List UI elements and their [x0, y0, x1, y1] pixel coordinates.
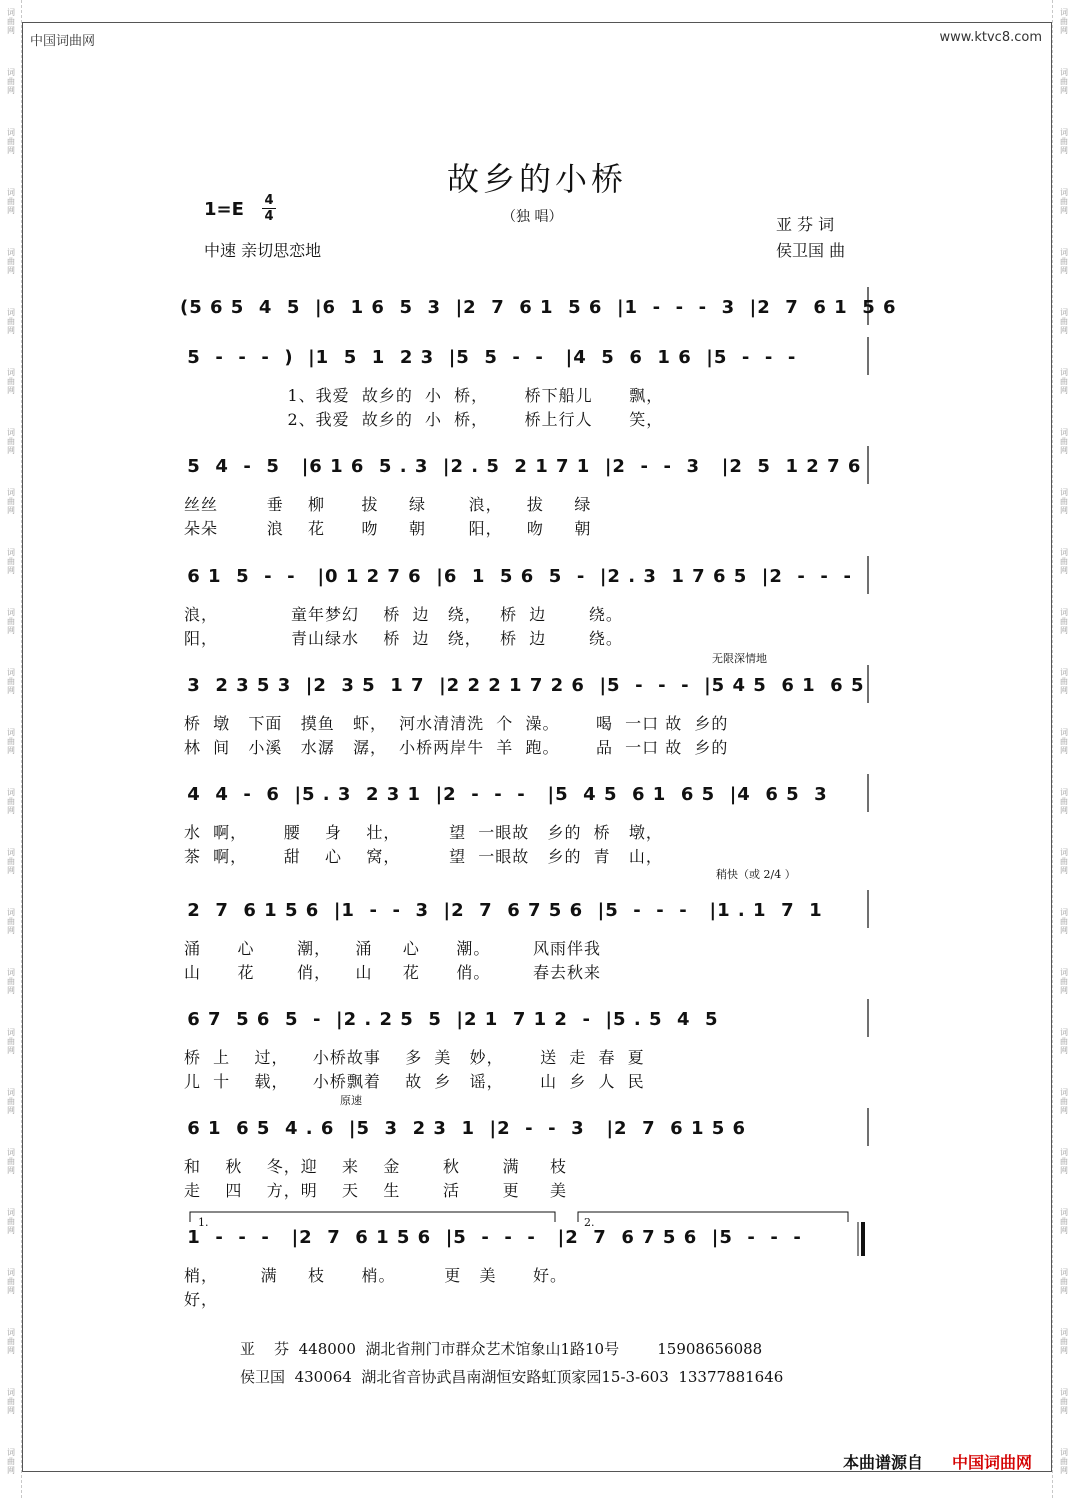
lyric-line: 2、我爱 故乡的 小 桥， 桥上行人 笑，: [184, 410, 664, 429]
watermark-text: 词 曲 网: [7, 788, 15, 815]
watermark-text: 词 曲 网: [1060, 1208, 1068, 1235]
watermark-text: 词 曲 网: [7, 428, 15, 455]
lyric-line: 茶 啊， 甜 心 窝， 望 一眼故 乡的 青 山，: [184, 847, 663, 866]
key-signature: 1=E: [204, 199, 244, 220]
lyric-line: 梢， 满 枝 梢。 更 美 好。: [184, 1266, 568, 1285]
song-title: 故乡的小桥: [446, 160, 627, 198]
contact-name: 侯卫国: [240, 1368, 286, 1386]
lyric-line: 1、我爱 故乡的 小 桥， 桥下船儿 飘，: [184, 386, 664, 405]
watermark-text: 词 曲 网: [7, 608, 15, 635]
expression-infinite-love: 无限深情地: [712, 652, 767, 665]
watermark-text: 词 曲 网: [1060, 1148, 1068, 1175]
jianpu-notes: 6 1 5 - - |0 1 2 7 6 |6 1 5 6 5 - |2 . 3 1 7 6 5 |2 - - -: [180, 566, 852, 587]
lyric-line: 桥 上 过， 小桥故事 多 美 妙， 送 走 春 夏: [184, 1048, 645, 1067]
watermark-text: 词 曲 网: [7, 488, 15, 515]
jianpu-notes: 5 - - - ) |1 5 1 2 3 |5 5 - - |4 5 6 1 6 |5 - - -: [180, 347, 797, 368]
lyric-line: 走 四 方，明 天 生 活 更 美: [184, 1181, 568, 1200]
header-site-url: www.ktvc8.com: [939, 30, 1042, 45]
contact-lyricist: [240, 1338, 762, 1359]
watermark-text: 词 曲 网: [7, 248, 15, 275]
watermark-text: 词 曲 网: [1060, 1448, 1068, 1475]
jianpu-notes: 6 1 6 5 4 . 6 |5 3 2 3 1 |2 - - 3 |2 7 6 1 5 6: [180, 1118, 747, 1139]
watermark-text: 词 曲 网: [7, 1208, 15, 1235]
lyric-line: 丝丝 垂 柳 拔 绿 浪， 拔 绿: [184, 495, 592, 514]
jianpu-notes: 2 7 6 1 5 6 |1 - - 3 |2 7 6 7 5 6 |5 - - - |1 . 1 7 1: [180, 900, 823, 921]
lyric-line: 山 花 俏， 山 花 俏。 春去秋来: [184, 963, 602, 982]
contact-composer: [240, 1366, 783, 1387]
lyric-line: 桥 墩 下面 摸鱼 虾， 河水清清洗 个 澡。 喝 一口 故 乡的: [184, 714, 729, 733]
lyric-line: 涌 心 潮， 涌 心 潮。 风雨伴我: [184, 939, 602, 958]
watermark-text: 词 曲 网: [1060, 848, 1068, 875]
watermark-text: 词 曲 网: [7, 1088, 15, 1115]
footer-site-name[interactable]: 中国词曲网: [952, 1453, 1033, 1472]
watermark-text: 词 曲 网: [1060, 1388, 1068, 1415]
lyric-line: 水 啊， 腰 身 壮， 望 一眼故 乡的 桥 墩，: [184, 823, 663, 842]
watermark-text: 词 曲 网: [1060, 788, 1068, 815]
watermark-text: 词 曲 网: [1060, 128, 1068, 155]
lyricist-credit: 亚 芬 词: [776, 215, 835, 234]
watermark-text: 词 曲 网: [1060, 608, 1068, 635]
watermark-text: 词 曲 网: [7, 1448, 15, 1475]
watermark-text: 词 曲 网: [1060, 548, 1068, 575]
lyric-line: 林 间 小溪 水潺 潺， 小桥两岸牛 羊 跑。 品 一口 故 乡的: [184, 738, 729, 757]
lyric-line: 阳， 青山绿水 桥 边 绕， 桥 边 绕。: [184, 629, 623, 648]
contact-address: 湖北省音协武昌南湖恒安路虹顶家园15-3-603: [361, 1368, 669, 1386]
contact-postcode: 430064: [294, 1368, 352, 1386]
jianpu-notes: 4 4 - 6 |5 . 3 2 3 1 |2 - - - |5 4 5 6 1 6 5 |4 6 5 3: [180, 784, 828, 805]
watermark-text: 词 曲 网: [1060, 428, 1068, 455]
lyric-line: 朵朵 浪 花 吻 朝 阳， 吻 朝: [184, 519, 592, 538]
watermark-text: 词 曲 网: [1060, 1328, 1068, 1355]
watermark-text: 词 曲 网: [7, 548, 15, 575]
watermark-text: 词 曲 网: [7, 368, 15, 395]
jianpu-notes: 1 - - - |2 7 6 1 5 6 |5 - - - |2 7 6 7 5 6 |5 - - -: [180, 1227, 802, 1248]
watermark-text: 词 曲 网: [1060, 1028, 1068, 1055]
watermark-text: 词 曲 网: [1060, 248, 1068, 275]
contact-name: 亚 芬: [240, 1340, 290, 1358]
watermark-text: 词 曲 网: [7, 908, 15, 935]
watermark-text: 词 曲 网: [7, 968, 15, 995]
lyric-line: 和 秋 冬，迎 来 金 秋 满 枝: [184, 1157, 568, 1176]
composer-credit: 侯卫国 曲: [776, 241, 846, 260]
time-signature-bottom: 4: [264, 209, 274, 224]
tempo-slightly-fast: 稍快（或 2/4 ）: [716, 868, 796, 881]
watermark-text: 词 曲 网: [7, 8, 15, 35]
watermark-text: 词 曲 网: [1060, 488, 1068, 515]
volta-second-ending: 2.: [584, 1216, 595, 1229]
contact-phone: 13377881646: [678, 1368, 784, 1386]
watermark-text: 词 曲 网: [1060, 968, 1068, 995]
watermark-text: 词 曲 网: [1060, 368, 1068, 395]
volta-first-ending: 1.: [198, 1216, 209, 1229]
watermark-text: 词 曲 网: [7, 68, 15, 95]
jianpu-notes: 6 7 5 6 5 - |2 . 2 5 5 |2 1 7 1 2 - |5 . 5 4 5: [180, 1009, 719, 1030]
watermark-text: 词 曲 网: [1060, 308, 1068, 335]
watermark-text: 词 曲 网: [1060, 1268, 1068, 1295]
watermark-text: 词 曲 网: [7, 188, 15, 215]
watermark-text: 词 曲 网: [1060, 908, 1068, 935]
contact-address: 湖北省荆门市群众艺术馆象山1路10号: [365, 1340, 620, 1358]
jianpu-notes: 3 2 3 5 3 |2 3 5 1 7 |2 2 2 1 7 2 6 |5 - - - |5 4 5 6 1 6 5: [180, 675, 865, 696]
header-site-name: 中国词曲网: [30, 34, 96, 49]
tempo-original: 原速: [340, 1094, 362, 1107]
watermark-text: 词 曲 网: [7, 848, 15, 875]
watermark-text: 词 曲 网: [1060, 668, 1068, 695]
jianpu-notes: 5 4 - 5 |6 1 6 5 . 3 |2 . 5 2 1 7 1 |2 - - 3 |2 5 1 2 7 6: [180, 456, 862, 477]
performance-style: （独 唱）: [502, 209, 563, 225]
watermark-text: 词 曲 网: [7, 1268, 15, 1295]
watermark-text: 词 曲 网: [1060, 1088, 1068, 1115]
jianpu-notes: (5 6 5 4 5 |6 1 6 5 3 |2 7 6 1 5 6 |1 - - - 3 |2 7 6 1 5 6: [180, 297, 897, 318]
watermark-text: 词 曲 网: [1060, 68, 1068, 95]
watermark-text: 词 曲 网: [7, 728, 15, 755]
contact-postcode: 448000: [298, 1340, 356, 1358]
watermark-text: 词 曲 网: [7, 128, 15, 155]
contact-phone: 15908656088: [657, 1340, 763, 1358]
watermark-text: 词 曲 网: [1060, 8, 1068, 35]
watermark-text: 词 曲 网: [7, 1328, 15, 1355]
lyric-line: 浪， 童年梦幻 桥 边 绕， 桥 边 绕。: [184, 605, 623, 624]
watermark-text: 词 曲 网: [1060, 188, 1068, 215]
time-signature-top: 4: [264, 193, 274, 208]
watermark-text: 词 曲 网: [1060, 728, 1068, 755]
footer-source-label: 本曲谱源自: [843, 1453, 924, 1472]
watermark-text: 词 曲 网: [7, 1028, 15, 1055]
watermark-text: 词 曲 网: [7, 308, 15, 335]
watermark-text: 词 曲 网: [7, 1148, 15, 1175]
watermark-text: 词 曲 网: [7, 1388, 15, 1415]
lyric-line: 好，: [184, 1290, 219, 1309]
watermark-text: 词 曲 网: [7, 668, 15, 695]
tempo-slightly-fast-text: 稍快（或: [716, 868, 760, 881]
tempo-marking: 中速 亲切思恋地: [204, 241, 322, 260]
lyric-line: 儿 十 载， 小桥飘着 故 乡 谣， 山 乡 人 民: [184, 1072, 645, 1091]
